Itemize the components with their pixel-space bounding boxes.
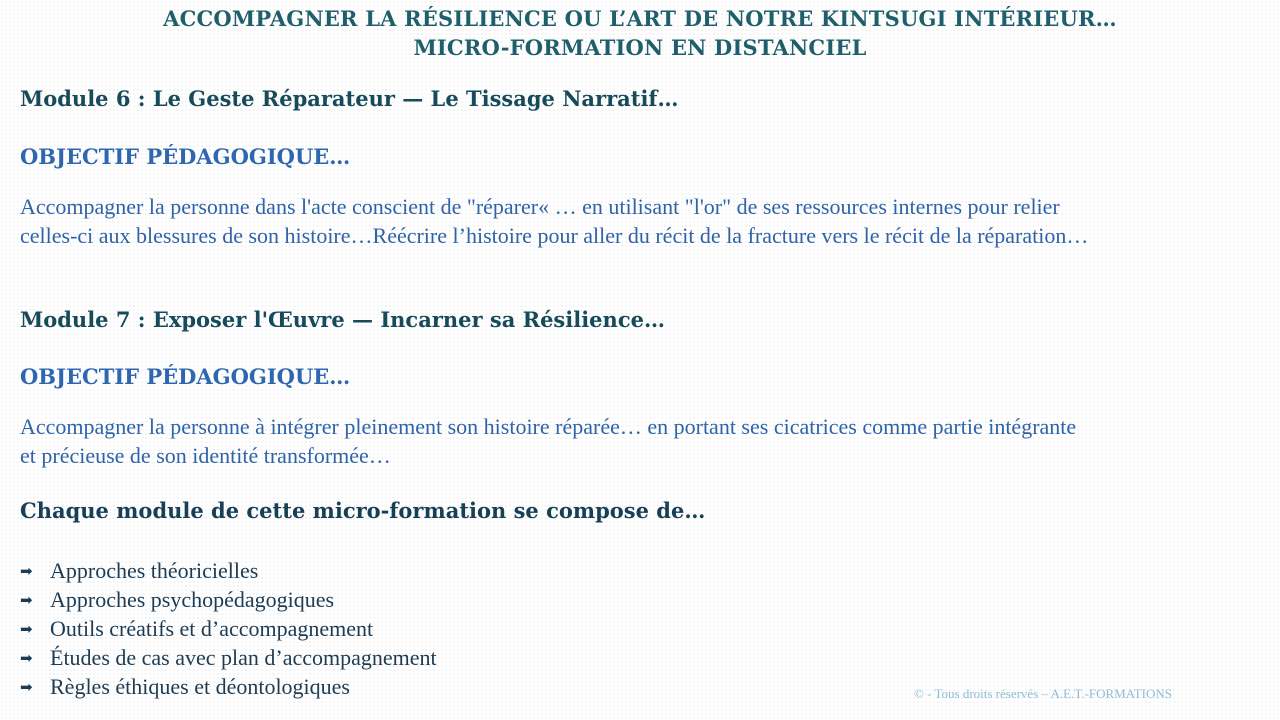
list-item-label: Outils créatifs et d’accompagnement xyxy=(50,616,374,641)
arrow-right-icon: ➡ xyxy=(20,678,33,696)
arrow-right-icon: ➡ xyxy=(20,591,33,609)
module-7-heading: Module 7 : Exposer l'Œuvre — Incarner sa Résilience… xyxy=(20,307,665,332)
list-item xyxy=(20,643,437,672)
list-item-label: Approches psychopédagogiques xyxy=(50,587,335,612)
module-7-objective-line: Accompagner la personne à intégrer pleinement son histoire réparée… en portant ses cicatrices comme partie intégrante xyxy=(20,414,1077,439)
module-7-objective-heading: OBJECTIF PÉDAGOGIQUE… xyxy=(20,364,351,389)
composition-heading: Chaque module de cette micro-formation se compose de… xyxy=(20,498,706,523)
copyright-notice: © - Tous droits réservés – A.E.T.-FORMATIONS xyxy=(914,686,1173,701)
arrow-right-icon: ➡ xyxy=(20,649,33,667)
list-item xyxy=(20,585,437,614)
module-7-objective-line: et précieuse de son identité transformée… xyxy=(20,443,391,468)
module-6-objective-line: Accompagner la personne dans l'acte conscient de "réparer« … en utilisant "l'or" de ses ressources internes pour relier xyxy=(20,194,1060,219)
list-item-label: Règles éthiques et déontologiques xyxy=(50,674,350,699)
module-6-objective-text xyxy=(20,192,1270,250)
page-title: ACCOMPAGNER LA RÉSILIENCE OU L’ART DE NOTRE KINTSUGI INTÉRIEUR… xyxy=(163,6,1117,31)
list-item xyxy=(20,672,437,701)
composition-list xyxy=(20,556,437,701)
module-7-objective-text xyxy=(20,412,1270,470)
arrow-right-icon: ➡ xyxy=(20,620,33,638)
list-item-label: Études de cas avec plan d’accompagnement xyxy=(50,645,437,670)
module-6-objective-heading: OBJECTIF PÉDAGOGIQUE… xyxy=(20,144,351,169)
list-item xyxy=(20,614,437,643)
module-6-heading: Module 6 : Le Geste Réparateur — Le Tissage Narratif… xyxy=(20,86,679,111)
page-subtitle: MICRO-FORMATION EN DISTANCIEL xyxy=(413,35,867,60)
module-6-objective-line: celles-ci aux blessures de son histoire…Réécrire l’histoire pour aller du récit de la fracture vers le récit de la réparation… xyxy=(20,223,1089,248)
list-item-label: Approches théoricielles xyxy=(50,558,259,583)
arrow-right-icon: ➡ xyxy=(20,562,33,580)
list-item xyxy=(20,556,437,585)
